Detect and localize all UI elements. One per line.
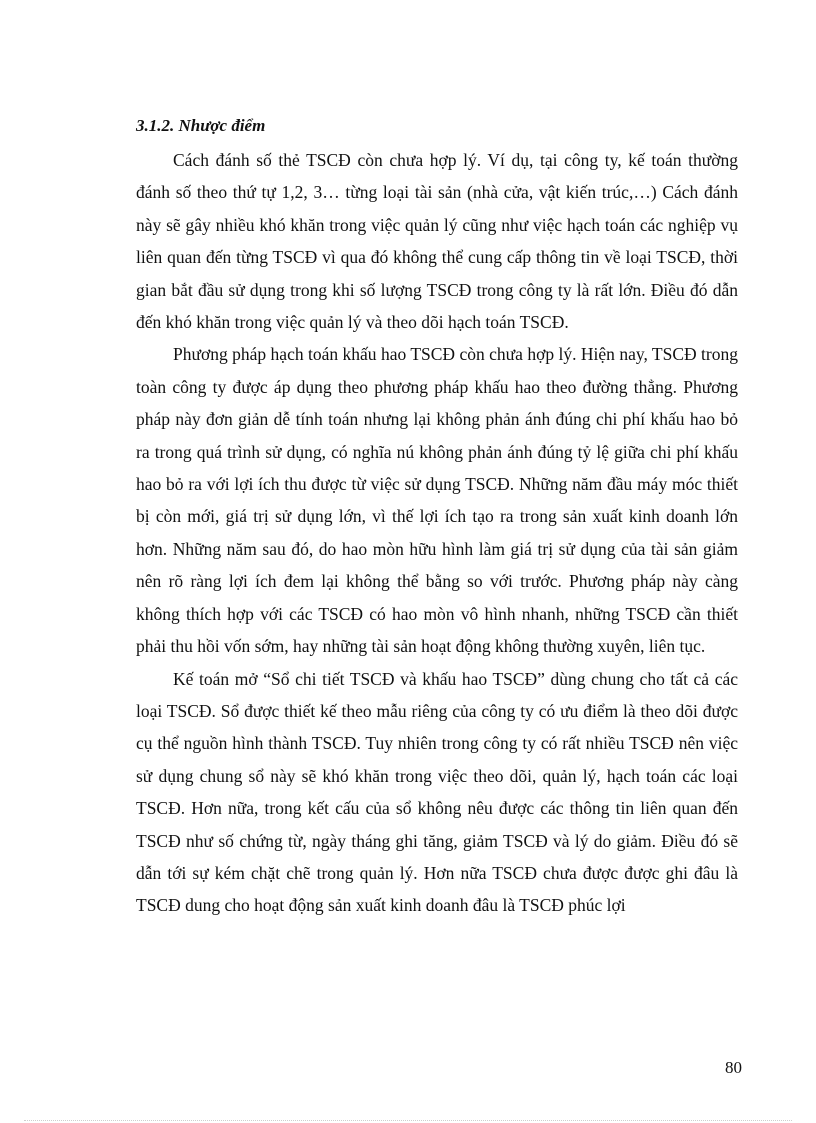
paragraph-1: Cách đánh số thẻ TSCĐ còn chưa hợp lý. Ví dụ, tại công ty, kế toán thường đánh số theo thứ tự 1,2, 3… từng loại tài sản (nhà cửa, vật kiến trúc,…) Cách đánh này sẽ gây nhiều khó khăn trong việc quản lý cũng như việc hạch toán các nghiệp vụ liên quan đến từng TSCĐ vì qua đó không thể cung cấp thông tin về loại TSCĐ, thời gian bắt đầu sử dụng trong khi số lượng TSCĐ trong công ty là rất lớn. Điều đó dẫn đến khó khăn trong việc quản lý và theo dõi hạch toán TSCĐ. xyxy=(136,150,738,333)
footer-divider xyxy=(24,1120,792,1121)
paragraph-2: Phương pháp hạch toán khấu hao TSCĐ còn chưa hợp lý. Hiện nay, TSCĐ trong toàn công ty được áp dụng theo phương pháp khấu hao theo đường thẳng. Phương pháp này đơn giản dễ tính toán nhưng lại không phản ánh đúng chi phí khấu hao bỏ ra trong quá trình sử dụng, có nghĩa nú không phản ánh đúng tỷ lệ giữa chi phí khấu hao bỏ ra với lợi ích thu được từ việc sử dụng TSCĐ. Những năm đầu máy móc thiết bị còn mới, giá trị sử dụng lớn, vì thế lợi ích tạo ra trong sản xuất kinh doanh lớn hơn. Những năm sau đó, do hao mòn hữu hình làm giá trị sử dụng của tài sản giảm nên rõ ràng lợi ích đem lại không thể bằng so với trước. Phương pháp này càng không thích hợp với các TSCĐ có hao mòn vô hình nhanh, những TSCĐ cần thiết phải thu hồi vốn sớm, hay những tài sản hoạt động không thường xuyên, liên tục. xyxy=(136,344,738,657)
page-content xyxy=(136,112,738,922)
paragraph-3: Kế toán mở “Sổ chi tiết TSCĐ và khấu hao TSCĐ” dùng chung cho tất cả các loại TSCĐ. Sổ được thiết kế theo mẫu riêng của công ty có ưu điểm là theo dõi được cụ thể nguồn hình thành TSCĐ. Tuy nhiên trong công ty có rất nhiều TSCĐ nên việc sử dụng chung sổ này sẽ khó khăn trong việc theo dõi, quản lý, hạch toán các loại TSCĐ. Hơn nữa, trong kết cấu của sổ không nêu được các thông tin liên quan đến TSCĐ như số chứng từ, ngày tháng ghi tăng, giảm TSCĐ và lý do giảm. Điều đó sẽ dẫn tới sự kém chặt chẽ trong quản lý. Hơn nữa TSCĐ chưa được được ghi đâu là TSCĐ dung cho hoạt động sản xuất kinh doanh đâu là TSCĐ phúc lợi xyxy=(136,668,738,916)
section-heading: 3.1.2. Nhược điểm xyxy=(136,116,266,135)
page-number: 80 xyxy=(725,1058,742,1077)
